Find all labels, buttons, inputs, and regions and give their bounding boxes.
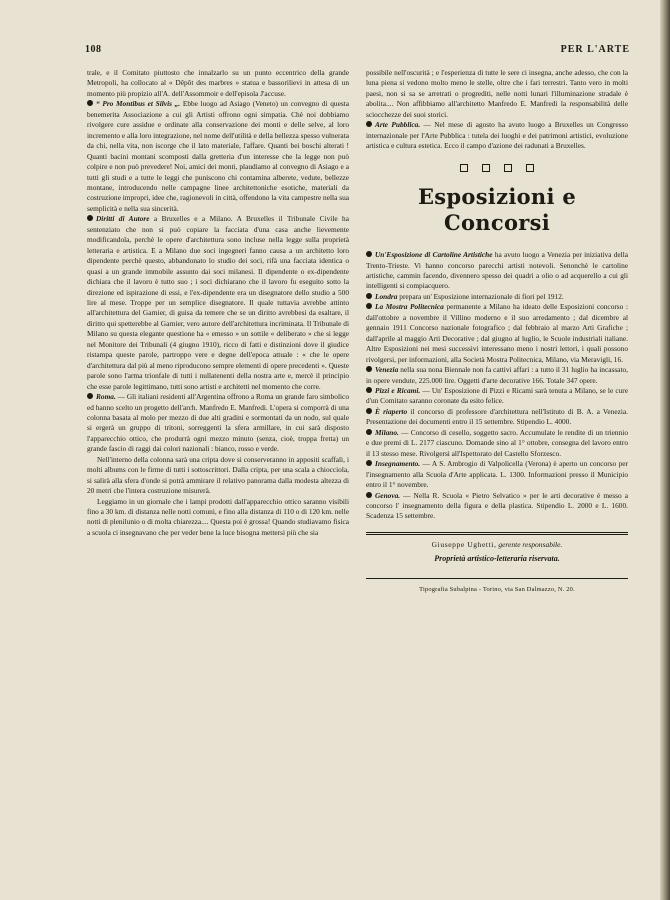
footer-printer: Tipografia Subalpina - Torino, via San Dalmazzo, N. 20. bbox=[419, 585, 575, 593]
item-text: — Nel mese di agosto ha avuto luogo a Bruxelles un Congresso internazionale per l'Arte Pubblica : tutela dei luoghi e dei patrimoni artistici, evoluzione artistica e cultura estetica. Ecco il campo d'azione dei radunati a Bruxelles. bbox=[366, 120, 628, 151]
item-text: ha avuto luogo a Venezia per iniziativa della Trento-Trieste. Vi hanno concorso parecchi artisti notevoli. Senonchè le cartoline artistiche, cammin facendo, divennero spesso dei quadri a olio o ad acquerello a cui gli intelligenti si compiacquero. bbox=[366, 250, 628, 291]
item-text: a Bruxelles e a Milano. A Bruxelles il Tribunale Civile ha sentenziato che non si può copiare la facciata d'una casa anche lievemente modificandola, perchè le opere d'architettura sono incluse nella legge sulla proprietà letteraria e artistica. E a Milano due soci ingegneri fanno causa a un architetto loro dipendente perchè questo, abbandonato lo studio dei soci, rifà una facciata identica o quasi a un grande immobile assunto dai soci milanesi. Il dipendente o ex-dipendente dichiara che il lavoro è tutto suo ; i soci dichiarano che il lavoro fu eseguito sotto la direzione ed ispirazione di essi, e l'ex-dipendente era un disegnatore dello studio a 500 lire al mese. Troppe per un semplice disegnatore. Il quale tuttavia avrebbe attinto all'architettura del Garnier, di guisa da temere che se un diritto avrebbesi da esaltare, il diritto qui spetterebbe al Garnier, vero autore dell'architettura incriminata. Il Tribunale di Milano su questa elegante questione ha « emesso » un sottile « deliberato » che si legge nel Monitore dei Tribunali (4 giugno 1910), ricco di fatti e distinzioni dove il giudice ristampa queste parole, partroppo vere e degne dell'epoca attuale : « che le opere d'architettura dal più al meno riproducono sempre elementi di opere precedenti ». Queste parole sono l'arma trionfale di tutti i nullatenenti della nostra arte e, mercè il principio che esse parole legittimano, tutti sono artisti e architetti nel momento che corre. bbox=[87, 214, 349, 391]
news-item bbox=[366, 120, 628, 151]
news-item bbox=[87, 99, 349, 214]
page-number: 108 bbox=[85, 44, 102, 55]
item-lead: Genova. bbox=[375, 490, 401, 500]
footer-manager bbox=[366, 540, 628, 550]
news-item bbox=[366, 407, 628, 428]
paragraph: possibile nell'oscurità ; e l'esperienza di tutte le sere ci insegna, anche adesso, che con la luna piena si vedono molto meno le stelle, oltre che i fari terrestri. Tanto vero in molti paesi, non si sa se arretrati o progrediti, nelle notti lunari l'illuminazione stradale è abolita.... Non affibbiamo all'architetto Manfredo E. Manfredi la responsabilità delle sciocchezze dei suoi storici. bbox=[366, 68, 628, 119]
item-text: — Concorso di cesello, soggetto sacro. Accumulate le rendite di un triennio e due premi di L. 2177 ciascuno. Domande sino al 1° ottobre, consegna del lavoro entro il 13 stesso mese. Rivolgersi all'Ispettorato del Castello Sforzesco. bbox=[366, 427, 628, 458]
bullet-icon bbox=[366, 293, 372, 299]
bullet-icon bbox=[366, 303, 372, 309]
news-item bbox=[366, 459, 628, 490]
item-lead: Diritti di Autore bbox=[96, 214, 150, 224]
item-text: Ebbe luogo ad Asiago (Veneto) un convegno di questa benemerita Associazione a cui gli Artisti offrono ogni simpatia. Chè noi dobbiamo rivolgere cure assidue e ordinate alla conservazione dei monti e delle selve, al loro incremento e alla loro integrazione, nel nome dell'utilità e della bellezza spesso vulnerata da chi, nella vita, non iscorge che il lato materiale, l'affare. Quanti bei boschi alterati ! Quanti bacini montani scomposti dalla gretteria d'un interesse che la legge non può colpire e non può prevedere! Noi, amici dei monti, plaudiamo al convegno di Asiago e a tutti gli studi e a tutte le leggi che puniscono chi contamina alberete, vedute, bellezze montane, introducendo nelle campagne linee architettoniche esotiche, materiali da costruzione impropri, idee che, ragionevoli in città, offendono la vita campestre nella sua semplicità e nella sua sincerità. bbox=[87, 99, 349, 213]
bullet-icon bbox=[366, 460, 372, 466]
running-title: PER L'ARTE bbox=[560, 44, 630, 55]
bullet-icon bbox=[87, 215, 93, 221]
news-item bbox=[366, 292, 628, 302]
item-lead: Roma. bbox=[96, 392, 116, 402]
item-lead: Pizzi e Ricami. bbox=[375, 385, 421, 395]
right-column-articles bbox=[366, 68, 628, 152]
item-lead: Arte Pubblica. bbox=[375, 120, 421, 130]
item-text: permanente a Milano ha ideato delle Esposizioni concorso : dall'ottobre a novembre il Villino moderno e il suo arredamento ; dal dicembre al gennaio 1911 Concorso nazionale fotografico ; dal febbraio al marzo Arti Grafiche ; dall'aprile al maggio Arti Decorative ; dal giugno al luglio, le Scuole industriali italiane. Altre Esposizioni nei mesi successivi interessano meno i nostri lettori, i quali possono rivolgersi, per informazioni, alla Società Mostra Politecnica, Milano, via Meravigli, 16. bbox=[366, 302, 628, 364]
footer-rights: Proprietà artistico-letteraria riservata. bbox=[434, 554, 560, 564]
bullet-icon bbox=[366, 387, 372, 393]
manager-name: Giuseppe Ughetti, bbox=[431, 539, 497, 549]
bullet-icon bbox=[87, 393, 93, 399]
item-lead: Insegnamento. bbox=[375, 459, 421, 469]
paragraph: Nell'interno della colonna sarà una cripta dove si conserveranno in appositi scaffali, i molti albums con le firme di tutti i sottoscrittori. Dalla cripta, per una scala a chiocciola, si salirà alla sfera d'onde si potrà ammirare il relativo panorama dalla modesta altezza di 20 metri che l'intera costruzione misurerà. bbox=[87, 454, 349, 496]
item-lead: Milano. bbox=[375, 427, 399, 437]
news-item bbox=[87, 392, 349, 455]
section-title: Esposizioni e Concorsi bbox=[417, 184, 577, 236]
paragraph: Leggiamo in un giornale che i lampi prodotti dall'apparecchio ottico saranno visibili fino a 30 km. di distanza nelle notti comuni, e fino alla distanza di 110 o di 120 km. nelle notti di plenilunio o di molta chiarezza.... Questa poi è grossa! Quando studiavamo fisica a scuola ci insegnavano che per veder bene la luce bisogna mettersi più che sia bbox=[87, 496, 350, 537]
item-lead: Londra bbox=[375, 291, 398, 301]
paragraph: trale, e il Comitato piuttosto che innalzarlo su un punto eccentrico della grande Metropoli, ha collocato al « Dêpôt des marbres » statua e bassorilievi in attesa di un momento più propizio all'A. dell'Assommoir e dell'episola J'accuse. bbox=[87, 68, 349, 98]
news-item bbox=[366, 428, 628, 459]
item-text: — A S. Ambrogio di Valpolicella (Verona) è aperto un concorso per l'insegnamento alla Scuola d'Arte applicata. L. 1300. Informazioni presso il Municipio entro il 1° novembre. bbox=[366, 459, 628, 490]
bullet-icon bbox=[366, 366, 372, 372]
news-item bbox=[366, 386, 628, 407]
item-lead: Un'Esposizione di Cartoline Artistiche bbox=[375, 250, 493, 260]
manager-role: gerente responsabile. bbox=[498, 539, 563, 549]
left-column bbox=[87, 68, 349, 538]
news-item bbox=[366, 491, 628, 522]
bullet-icon bbox=[366, 492, 372, 498]
concorsi-list bbox=[366, 250, 628, 522]
footer-rule bbox=[366, 532, 628, 535]
news-item bbox=[366, 365, 628, 386]
item-lead: La Mostra Politecnica bbox=[375, 302, 444, 312]
item-text: — Gli italiani residenti all'Argentina offrono a Roma un grande faro simbolico ed hanno scelto un progetto dell'arch. Manfredo E. Manfredi. L'opera si comporrà di una colonna basata al molo per mezzo di due alti gradini e sormontati da un nodo, sul quale si ergerà un gruppo di tritoni, sorreggenti la sfera armillare, in cui sarà disposto l'apparecchio ottico, che produrrà ogni mezzo minuto (senza, cioè, troppa fretta) un grande fascio di raggi dai colori nazionali : bianco, rosso e verde. bbox=[87, 392, 349, 454]
bullet-icon bbox=[366, 251, 372, 257]
page-header bbox=[85, 44, 630, 60]
item-lead: È riaperto bbox=[375, 406, 408, 416]
bullet-icon bbox=[366, 429, 372, 435]
news-item bbox=[366, 250, 628, 292]
book-gutter-shadow bbox=[660, 0, 670, 900]
item-lead: Venezia bbox=[375, 365, 399, 375]
item-text: il concorso di professore d'architettura nell'Istituto di B. A. a Venezia. Presentazione dei documenti entro il 15 settembre. Stipendio L. 4000. bbox=[366, 406, 628, 427]
item-text: — Un' Esposizione di Pizzi e Ricami sarà tenuta a Milano, se le cure d'un Comitato saranno coronate da esito felice. bbox=[366, 385, 628, 406]
item-text: prepara un' Esposizione internazionale di fiori pel 1912. bbox=[399, 291, 564, 301]
footer-rule-thin bbox=[366, 578, 628, 579]
news-item bbox=[366, 302, 628, 365]
bullet-icon bbox=[366, 408, 372, 414]
bullet-icon bbox=[87, 100, 93, 106]
bullet-icon bbox=[366, 121, 372, 127]
item-lead: “ Pro Montibus et Silvis „. bbox=[96, 99, 181, 109]
item-text: nella sua nona Biennale non fa cattivi affari : a tutto il 31 luglio ha incassato, in opere vendute, 225.000 lire. Oggetti d'arte decorative 166. Totale 347 opere. bbox=[366, 365, 628, 385]
news-item bbox=[87, 214, 349, 392]
right-column bbox=[366, 68, 628, 595]
section-ornament bbox=[366, 164, 628, 174]
item-text: — Nella R. Scuola « Pietro Selvatico » per le arti decorative è messo a concorso l' insegnamento della figura e della plastica. Stipendio L. 2000 e L. 1600. Scadenza 15 settembre. bbox=[366, 490, 628, 521]
